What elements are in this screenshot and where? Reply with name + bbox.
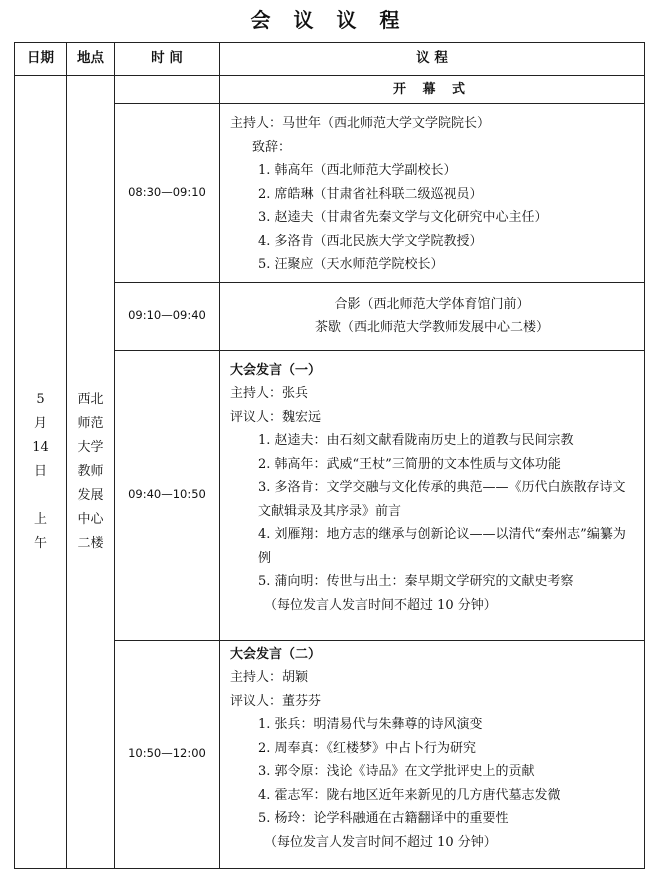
block4-item: 3. 郭令原：浅论《诗品》在文学批评史上的贡献 — [258, 764, 535, 779]
header-agenda: 议 程 — [220, 43, 645, 76]
block4-heading: 大会发言（二） — [230, 646, 322, 662]
block4-note: （每位发言人发言时间不超过 10 分钟） — [264, 834, 497, 850]
page-title: 会 议 议 程 — [250, 8, 408, 32]
block1-agenda — [220, 104, 645, 283]
date-char: 5 — [36, 391, 45, 407]
block4-item: 1. 张兵：明清易代与朱彝尊的诗风演变 — [258, 717, 483, 732]
place-line: 二楼 — [77, 535, 104, 551]
block4-item: 5. 杨玲：论学科融通在古籍翻译中的重要性 — [258, 811, 509, 826]
place-line: 师范 — [77, 415, 104, 431]
block4-item: 2. 周奉真：《红楼梦》中占卜行为研究 — [258, 740, 477, 756]
date-char: 日 — [33, 463, 47, 479]
block2-line: 合影（西北师范大学体育馆门前） — [334, 296, 530, 312]
block1-item: 2. 席皓琳（甘肃省社科联二级巡视员） — [258, 186, 483, 202]
block3-item: 4. 刘雁翔：地方志的继承与创新论议——以清代“秦州志”编纂为例 — [258, 527, 626, 566]
block3-heading: 大会发言（一） — [230, 362, 322, 378]
block4-host: 主持人：胡颖 — [230, 670, 309, 685]
place-line: 西北 — [77, 391, 104, 407]
block2-time: 09:10—09:40 — [115, 282, 220, 350]
block3-item: 2. 韩高年：武威“王杖”三简册的文本性质与文体功能 — [258, 456, 561, 472]
place-line: 大学 — [77, 439, 104, 455]
ceremony-row — [15, 76, 645, 104]
block1-intro: 致辞： — [252, 139, 292, 155]
block1-item: 5. 汪聚应（天水师范学院校长） — [258, 257, 444, 272]
header-place: 地点 — [67, 43, 115, 76]
block4-commentator: 评议人：董芬芬 — [230, 693, 322, 709]
block3-item: 3. 多洛肯：文学交融与文化传承的典范——《历代白族散存诗文文献辑录及其序录》前言 — [258, 480, 626, 519]
header-time: 时 间 — [115, 43, 220, 76]
header-row — [15, 43, 645, 76]
place-line: 中心 — [77, 511, 104, 527]
place-line: 教师 — [77, 463, 104, 479]
block1-host: 主持人：马世年（西北师范大学文学院院长） — [230, 116, 491, 131]
agenda-table — [14, 42, 645, 869]
date-char: 上 — [33, 511, 47, 527]
date-cell — [15, 76, 67, 869]
date-char: 月 — [33, 415, 47, 431]
block3-time: 09:40—10:50 — [115, 350, 220, 640]
date-char: 午 — [33, 535, 47, 551]
block3-host: 主持人：张兵 — [230, 386, 309, 401]
block1-item: 4. 多洛肯（西北民族大学文学院教授） — [258, 233, 483, 249]
block2-agenda — [220, 282, 645, 350]
ceremony-label: 开 幕 式 — [220, 76, 645, 104]
block3-commentator: 评议人：魏宏远 — [230, 409, 322, 425]
block3-note: （每位发言人发言时间不超过 10 分钟） — [264, 597, 497, 613]
block1-item: 1. 韩高年（西北师范大学副校长） — [258, 163, 457, 178]
block3-item: 5. 蒲向明：传世与出土：秦早期文学研究的文献史考察 — [258, 574, 574, 589]
block4-time: 10:50—12:00 — [115, 640, 220, 868]
block1-time: 08:30—09:10 — [115, 104, 220, 283]
block4-item: 4. 霍志军：陇右地区近年来新见的几方唐代墓志发微 — [258, 787, 561, 803]
block3-agenda — [220, 350, 645, 640]
block3-item: 1. 赵逵夫：由石刻文献看陇南历史上的道教与民间宗教 — [258, 433, 574, 448]
place-cell — [67, 76, 115, 869]
ceremony-time-empty — [115, 76, 220, 104]
place-line: 发展 — [77, 487, 104, 503]
block1-item: 3. 赵逵夫（甘肃省先秦文学与文化研究中心主任） — [258, 210, 548, 225]
date-spacer — [15, 484, 66, 508]
block2-line: 茶歇（西北师范大学教师发展中心二楼） — [314, 320, 549, 335]
block4-agenda — [220, 640, 645, 868]
header-date: 日期 — [15, 43, 67, 76]
date-char: 14 — [32, 439, 49, 455]
